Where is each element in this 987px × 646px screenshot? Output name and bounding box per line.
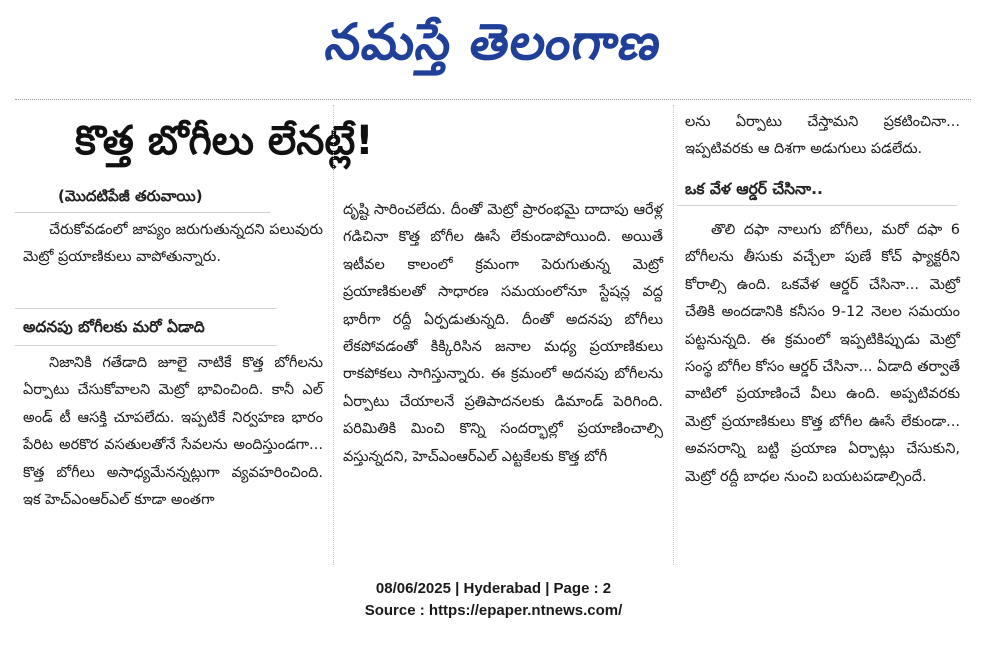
continued-from-front-page-label: (మొదటిపేజీ తరువాయి) <box>58 187 203 205</box>
article-column-1 <box>23 217 323 272</box>
subhead-2-bottom-rule <box>677 205 957 206</box>
subhead-1-bottom-rule <box>15 345 277 346</box>
column-3-paragraph-1: లను ఏర్పాటు చేస్తామని ప్రకటించినా... ఇప్పటివరకు ఆ దిశగా అడుగులు పడలేదు. <box>685 114 960 158</box>
page-footer <box>0 578 987 622</box>
article-headline: కొత్త బోగీలు లేనట్లే! <box>75 118 374 164</box>
column-3-paragraph-2: తొలి దఫా నాలుగు బోగీలు, మరో దఫా 6 బోగీలను తీసుకు వచ్చేలా పుణే కోచ్ ఫ్యాక్టరీని కోరాల్సి ఉంది. ఒకవేళ ఆర్డర్ చేసినా... మెట్రో చేతికి అందడానికి కనీసం 9-12 నెలల సమయం పట్టనున్నది. ఈ క్రమంలో ఇప్పటికిప్పుడు మెట్రో సంస్థ బోగీల కోసం ఆర్డర్ చేసినా... ఏడాది తర్వాతే వాటిలో ప్రయాణించే వీలు ఉంది. అప్పటివరకు మెట్రో ప్రయాణికులు కొత్త బోగీల ఊసే లేకుండా... అవసరాన్ని బట్టి ప్రయాణ ఏర్పాట్లు చేసుకుని, మెట్రో రద్దీ బాధల నుంచి బయటపడాల్సిందే. <box>685 222 960 485</box>
masthead-divider <box>15 99 971 100</box>
article-clipping <box>15 105 971 565</box>
masthead <box>0 0 987 92</box>
article-column-2 <box>343 197 663 471</box>
column-1-paragraph-1: చేరుకోవడంలో జాప్యం జరుగుతున్నదని పలువురు మెట్రో ప్రయాణికులు వాపోతున్నారు. <box>23 222 323 266</box>
subhead-if-ordered: ఒక వేళ ఆర్డర్ చేసినా.. <box>685 180 823 198</box>
column-divider-2 <box>673 105 674 565</box>
source-link[interactable]: Source : https://epaper.ntnews.com/ <box>364 602 623 619</box>
subhead-1-top-rule <box>15 308 277 309</box>
jump-label-divider <box>15 212 270 213</box>
edition-info: 08/06/2025 | Hyderabad | Page : 2 <box>375 580 612 597</box>
article-column-1-continued <box>23 350 323 514</box>
subhead-extra-coaches: అదనపు బోగీలకు మరో ఏడాది <box>23 318 205 336</box>
column-divider-1 <box>333 105 334 565</box>
column-2-paragraph-1: దృష్టి సారించలేదు. దీంతో మెట్రో ప్రారంభమై దాదాపు ఆరేళ్ల గడిచినా కొత్త బోగీల ఊసే లేకుండాపోయింది. అయితే ఇటీవల కాలంలో క్రమంగా పెరుగుతున్న మెట్రో ప్రయాణికులతో సాధారణ సమయంలోనూ స్టేషన్ల వద్ద భారీగా రద్దీ ఏర్పడుతున్నది. దీంతో అదనపు బోగీలు లేకపోవడంతో కిక్కిరిసిన జనాల మధ్య ప్రయాణికులు రాకపోకలు సాగిస్తున్నారు. ఈ క్రమంలో అదనపు బోగీలను ఏర్పాటు చేయాలనే ప్రతిపాదనలకు డిమాండ్ పెరిగింది. పరిమితికి మించి కొన్ని సందర్భాల్లో ప్రయాణించాల్సి వస్తున్నదని, హెచ్ఎంఆర్ఎల్ ఎట్టకేలకు కొత్త బోగీ <box>343 202 663 465</box>
article-column-3 <box>685 109 960 164</box>
newspaper-logo: నమస్తే తెలంగాణ <box>321 13 666 71</box>
column-1-paragraph-2: నిజానికి గతేడాది జూలై నాటికే కొత్త బోగీలను ఏర్పాటు చేసుకోవాలని మెట్రో భావించింది. కానీ ఎల్ అండ్ టీ ఆసక్తి చూపలేదు. ఇప్పటికే నిర్వహణ భారం పేరిట అరకొర వసతులతోనే సేవలను అందిస్తుండగా... కొత్త బోగీలు అసాధ్యమేనన్నట్లుగా వ్యవహరించింది. ఇక హెచ్ఎంఆర్ఎల్ కూడా అంతగా <box>23 355 323 509</box>
article-column-3-continued <box>685 217 960 491</box>
